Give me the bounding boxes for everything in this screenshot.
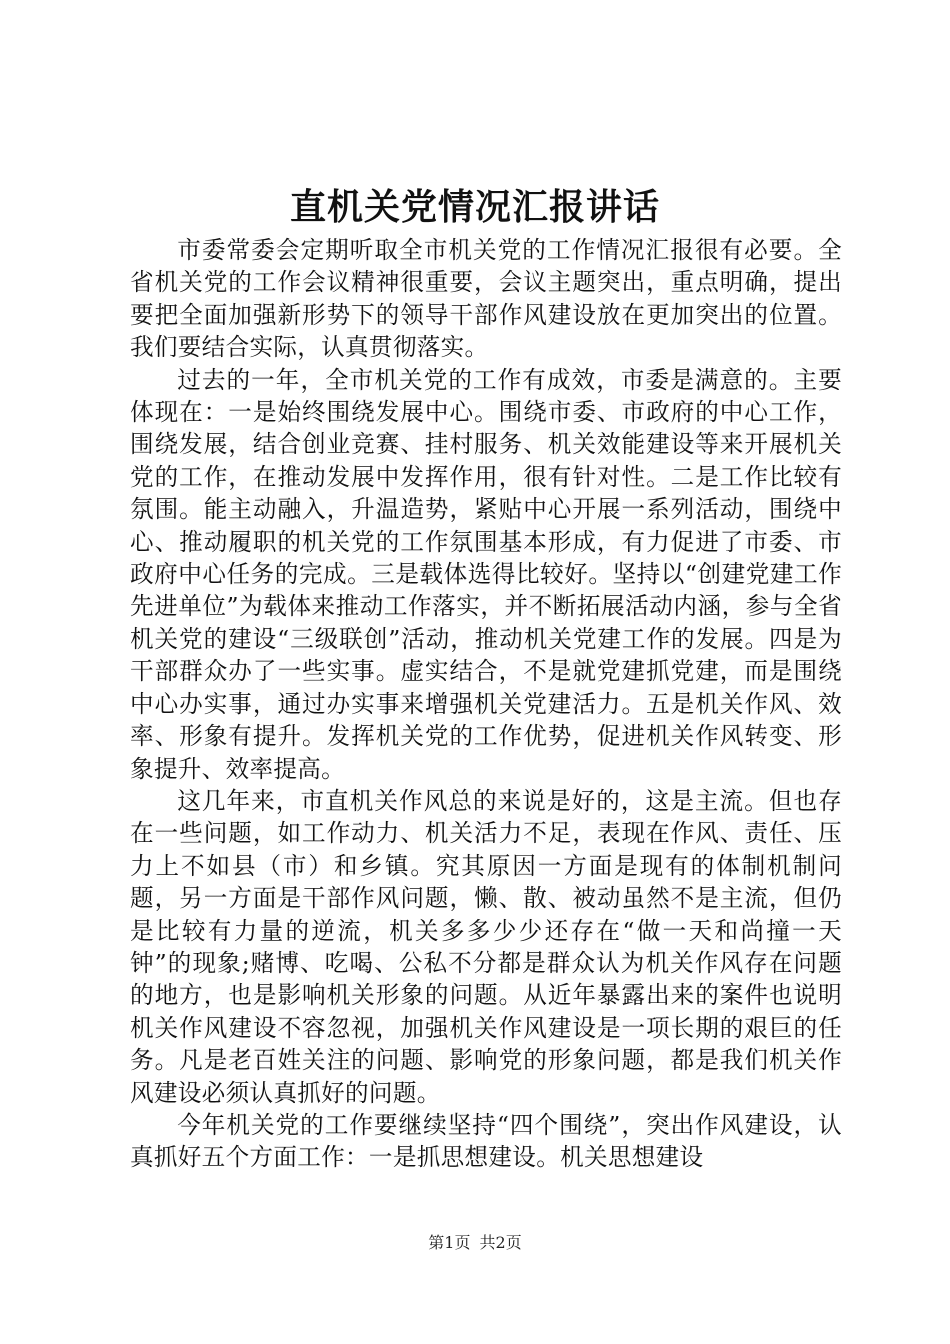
paragraph-2: 过去的一年，全市机关党的工作有成效，市委是满意的。主要体现在：一是始终围绕发展中心。围绕市委、市政府的中心工作，围绕发展，结合创业竞赛、挂村服务、机关效能建设等来开展机关党的工作，在推动发展中发挥作用，很有针对性。二是工作比较有氛围。能主动融入，升温造势，紧贴中心开展一系列活动，围绕中心、推动履职的机关党的工作氛围基本形成，有力促进了市委、市政府中心任务的完成。三是载体选得比较好。坚持以“创建党建工作先进单位”为载体来推动工作落实，并不断拓展活动内涵，参与全省机关党的建设“三级联创”活动，推动机关党建工作的发展。四是为干部群众办了一些实事。虚实结合，不是就党建抓党建，而是围绕中心办实事，通过办实事来增强机关党建活力。五是机关作风、效率、形象有提升。发挥机关党的工作优势，促进机关作风转变、形象提升、效率提高。 <box>130 365 842 783</box>
paragraph-1: 市委常委会定期听取全市机关党的工作情况汇报很有必要。全省机关党的工作会议精神很重要，会议主题突出，重点明确，提出要把全面加强新形势下的领导干部作风建设放在更加突出的位置。我们要结合实际，认真贯彻落实。 <box>130 236 842 362</box>
paragraph-4: 今年机关党的工作要继续坚持“四个围绕”，突出作风建设，认真抓好五个方面工作：一是抓思想建设。机关思想建设 <box>130 1110 842 1172</box>
page-number: 第1页 <box>428 1233 471 1252</box>
document-body <box>130 234 842 1174</box>
page-total: 共2页 <box>479 1233 522 1252</box>
paragraph-3: 这几年来，市直机关作风总的来说是好的，这是主流。但也存在一些问题，如工作动力、机关活力不足，表现在作风、责任、压力上不如县（市）和乡镇。究其原因一方面是现有的体制机制问题，另一方面是干部作风问题，懒、散、被动虽然不是主流，但仍是比较有力量的逆流，机关多多少少还存在“做一天和尚撞一天钟”的现象;赌博、吃喝、公私不分都是群众认为机关作风存在问题的地方，也是影响机关形象的问题。从近年暴露出来的案件也说明机关作风建设不容忽视，加强机关作风建设是一项长期的艰巨的任务。凡是老百姓关注的问题、影响党的形象问题，都是我们机关作风建设必须认真抓好的问题。 <box>130 786 842 1107</box>
document-title: 直机关党情况汇报讲话 <box>289 186 660 228</box>
page-footer <box>0 1232 950 1254</box>
